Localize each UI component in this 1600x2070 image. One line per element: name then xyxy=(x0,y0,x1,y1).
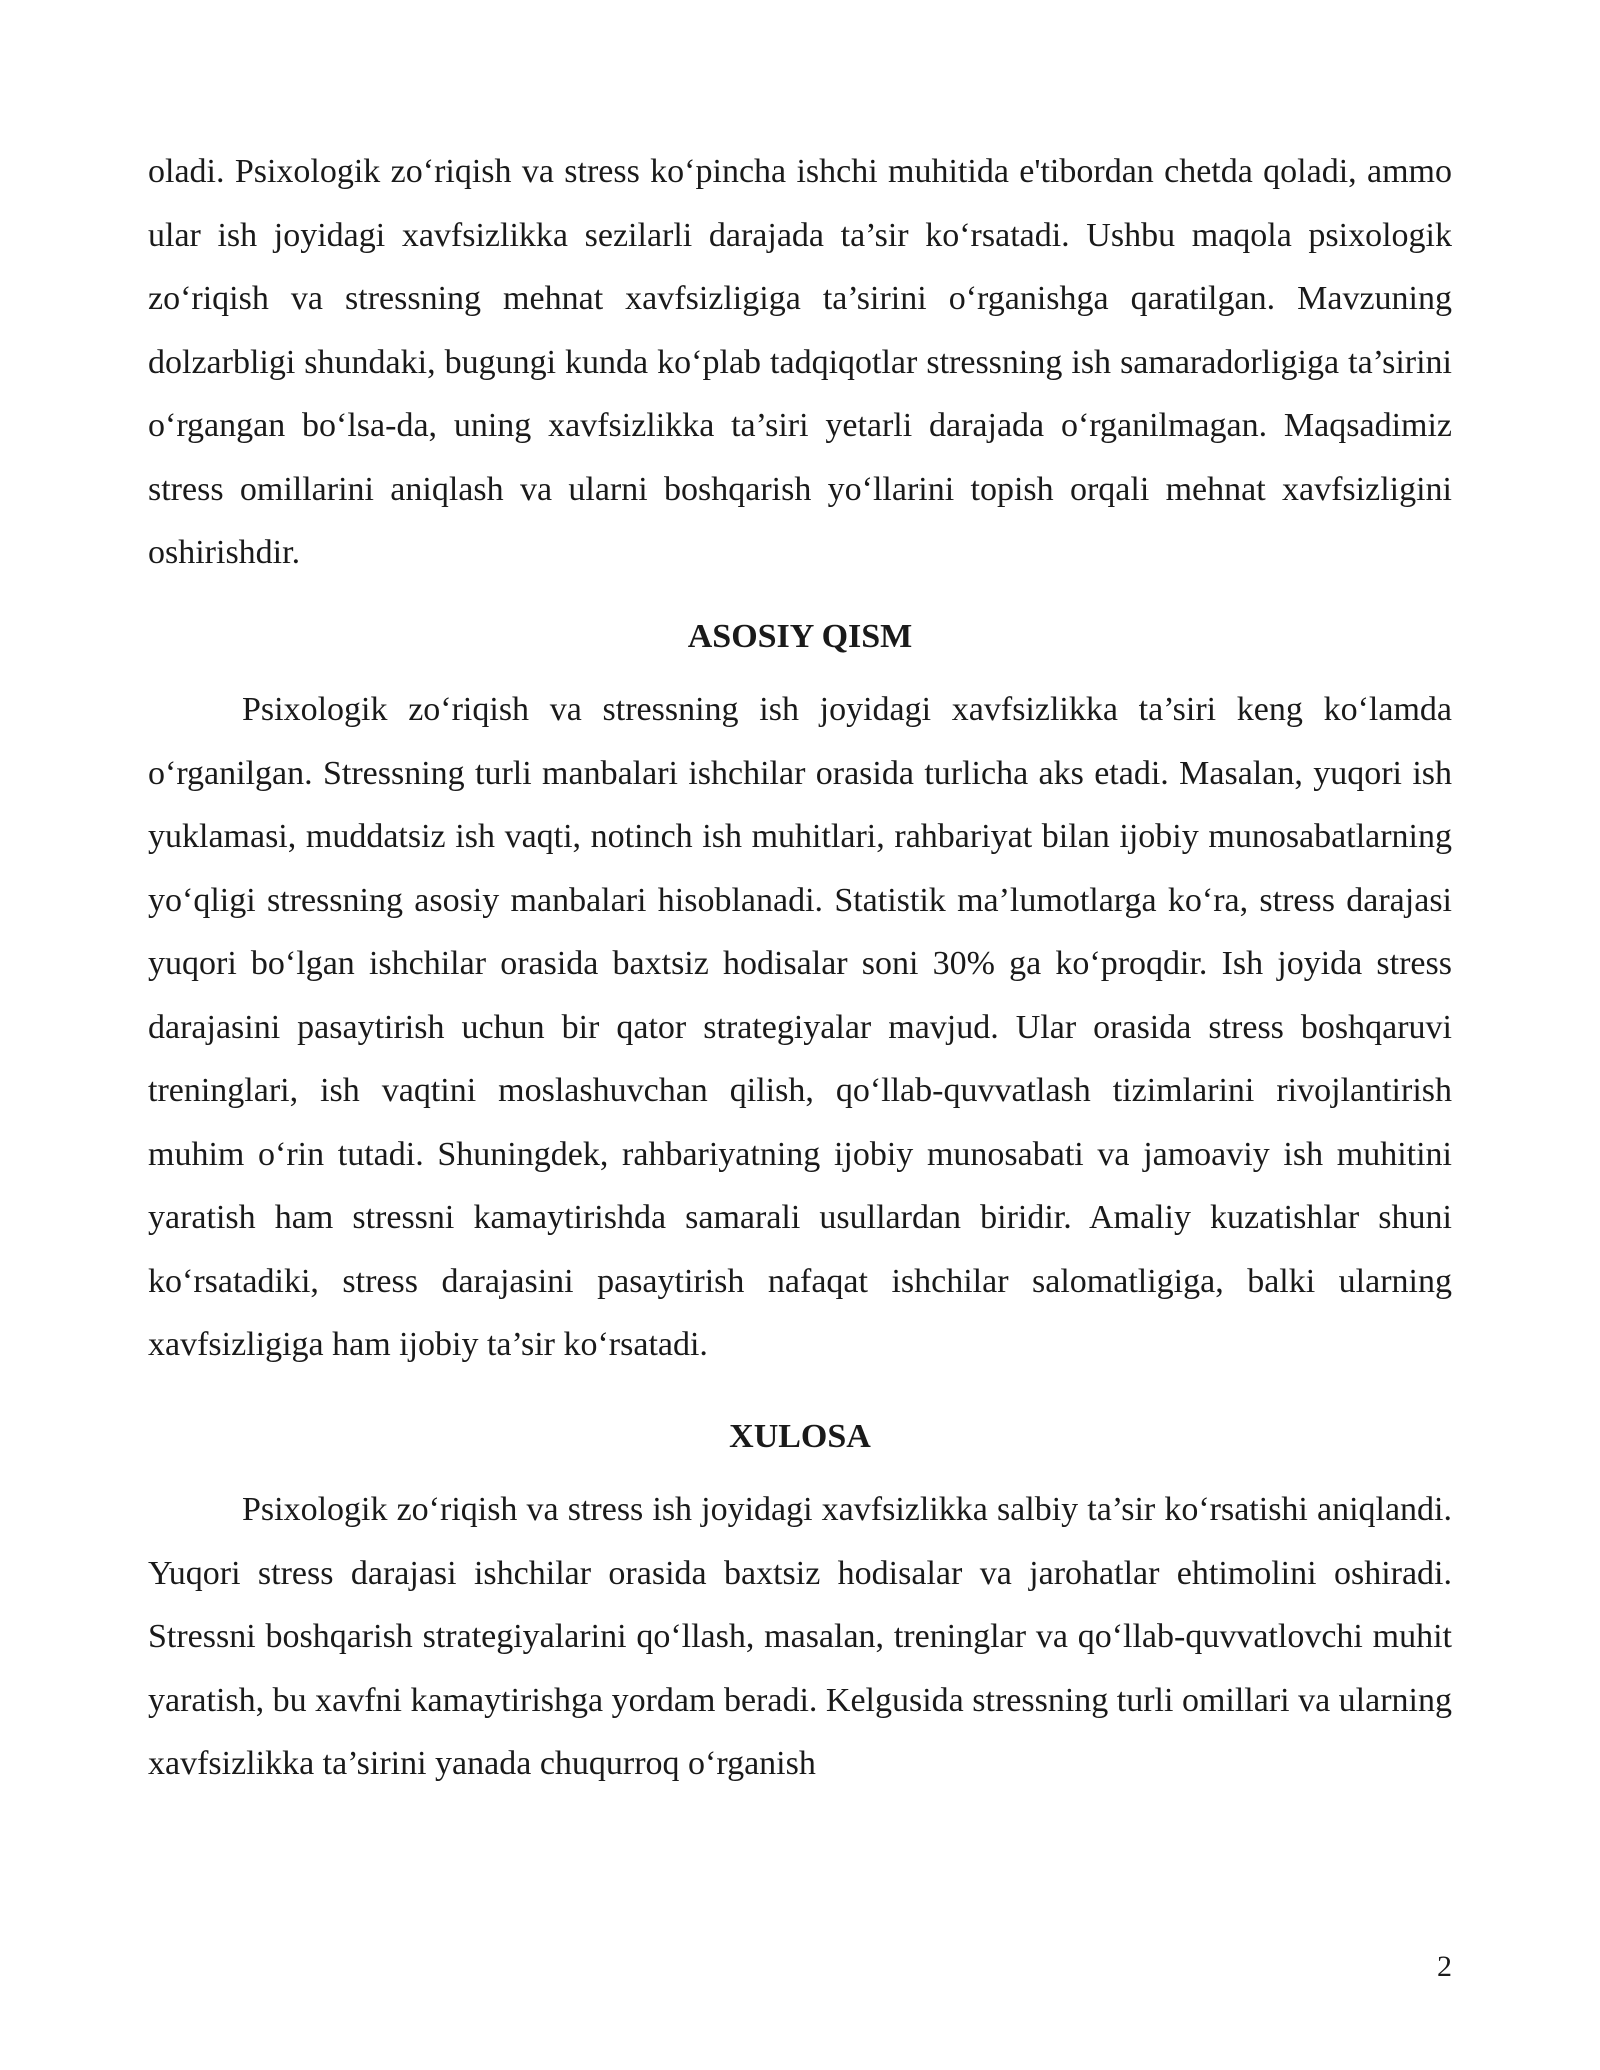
intro-paragraph: oladi. Psixologik zo‘riqish va stress ko‘pincha ishchi muhitida e'tibordan chetda qoladi, ammo ular ish joyidagi xavfsizlikka sezilarli darajada ta’sir ko‘rsatadi. Ushbu maqola psixologik zo‘riqish va stressning mehnat xavfsizligiga ta’sirini o‘rganishga qaratilgan. Mavzuning dolzarbligi shundaki, bugungi kunda ko‘plab tadqiqotlar stressning ish samaradorligiga ta’sirini o‘rgangan bo‘lsa-da, uning xavfsizlikka ta’siri yetarli darajada o‘rganilmagan. Maqsadimiz stress omillarini aniqlash va ularni boshqarish yo‘llarini topish orqali mehnat xavfsizligini oshirishdir. xyxy=(148,153,1452,571)
section-heading-asosiy-qism: ASOSIY QISM xyxy=(687,617,913,655)
conclusion-paragraph: Psixologik zo‘riqish va stress ish joyidagi xavfsizlikka salbiy ta’sir ko‘rsatishi aniqlandi. Yuqori stress darajasi ishchilar orasida baxtsiz hodisalar va jarohatlar ehtimolini oshiradi. Stressni boshqarish strategiyalarini qo‘llash, masalan, treninglar va qo‘llab-quvvatlovchi muhit yaratish, bu xavfni kamaytirishga yordam beradi. Kelgusida stressning turli omillari va ularning xavfsizlikka ta’sirini yanada chuqurroq o‘rganish xyxy=(148,1491,1452,1782)
section-heading-xulosa: XULOSA xyxy=(729,1417,871,1455)
main-section-paragraph: Psixologik zo‘riqish va stressning ish joyidagi xavfsizlikka ta’siri keng ko‘lamda o‘rganilgan. Stressning turli manbalari ishchilar orasida turlicha aks etadi. Masalan, yuqori ish yuklamasi, muddatsiz ish vaqti, notinch ish muhitlari, rahbariyat bilan ijobiy munosabatlarning yo‘qligi stressning asosiy manbalari hisoblanadi. Statistik ma’lumotlarga ko‘ra, stress darajasi yuqori bo‘lgan ishchilar orasida baxtsiz hodisalar soni 30% ga ko‘proqdir. Ish joyida stress darajasini pasaytirish uchun bir qator strategiyalar mavjud. Ular orasida stress boshqaruvi treninglari, ish vaqtini moslashuvchan qilish, qo‘llab-quvvatlash tizimlarini rivojlantirish muhim o‘rin tutadi. Shuningdek, rahbariyatning ijobiy munosabati va jamoaviy ish muhitini yaratish ham stressni kamaytirishda samarali usullardan biridir. Amaliy kuzatishlar shuni ko‘rsatadiki, stress darajasini pasaytirish nafaqat ishchilar salomatligiga, balki ularning xavfsizligiga ham ijobiy ta’sir ko‘rsatadi. xyxy=(148,691,1452,1363)
page-number: 2 xyxy=(1437,1950,1452,1983)
document-page xyxy=(148,140,1452,1796)
